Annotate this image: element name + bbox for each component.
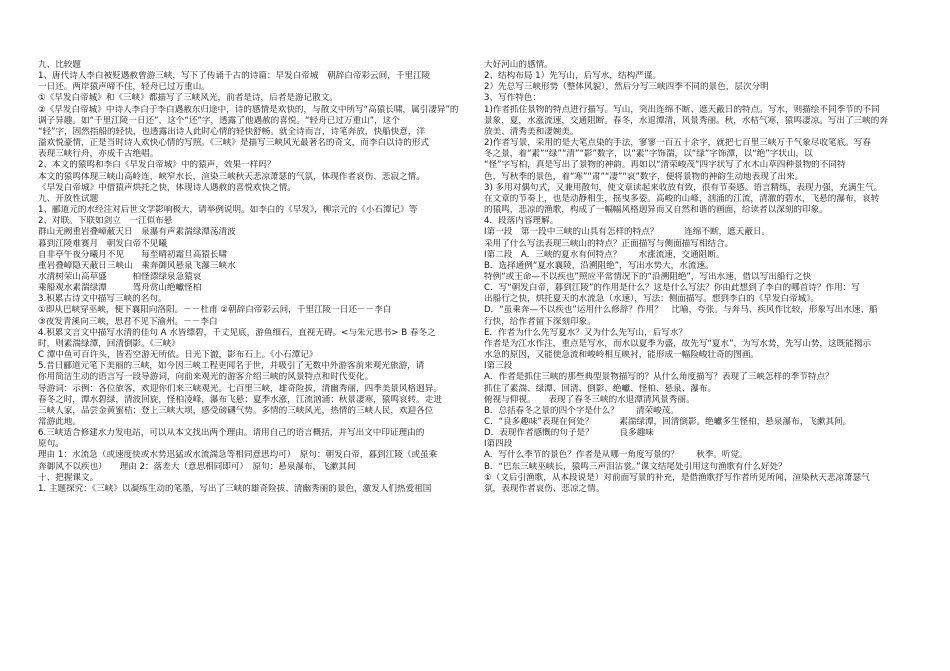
text-line: 氛，表现作者哀伤、悲凉之情。 — [484, 483, 605, 494]
text-line: 重岩叠嶂隐天蔽日三峡山 乘奔御风悬泉飞瀑三峡水 — [38, 260, 236, 271]
text-line: 自非亭午夜分曦月不见 每至晴初霜旦高猿长啸 — [38, 249, 228, 260]
text-line: 5.昔日郦道元笔下美丽的三峡，如今因三峡工程更闻名于世，并吸引了无数中外游客前来观光旅游，请 — [38, 361, 425, 372]
text-line: A．写什么季节的景色？作者是从哪一角度写景的？ 秋季。听觉。 — [484, 450, 748, 461]
text-line: ③夜发青溪向三峡，思君不见下渝州。－－李白 — [38, 316, 218, 327]
text-line: Ⅰ第三段 — [484, 361, 513, 372]
text-line: C．写“朝发白帝，暮到江陵”的作用是什么？这是什么写法？你由此想到了李白的哪首诗？作用：写 — [484, 283, 860, 294]
text-line: “怪”字写柏，真是写出了景物的神韵。再如以“清荣峻茂”四字状写了水木山草四种景物的不同特 — [484, 160, 846, 171]
text-line: 表现三峡行舟，亦成千古绝唱。 — [38, 149, 159, 160]
text-line: 3.积累古诗文中描写三峡的名句。 — [38, 294, 167, 305]
text-line: 本文的猿鸣体现三峡山高岭连，峡窄水长，渲染三峡秋天悲凉萧瑟的气氛，体现作者哀伤、悲寂之情。 — [38, 171, 425, 182]
text-line: 三峡人家，品尝金黄蜜桔；登上三峡大坝，感受磅礴气势。多情的三峡风光，热情的三峡人民，欢迎各位 — [38, 405, 434, 416]
text-line: 6.三峡适合修建水力发电站，可以从本文找出两个理由。请用自己的语言概括，并写出文中印证理由的 — [38, 428, 425, 439]
text-line: C．“良多趣味”表现在何处？ 素湍绿潭，回清倒影。绝巘多生怪柏，悬泉瀑布，飞漱其间。 — [484, 417, 852, 427]
text-line: 3、写作特色： — [484, 93, 542, 104]
text-line: B．选择通例“夏水襄陵，沿溯阻绝”，写出水势大，水流速。 — [484, 260, 714, 271]
text-line: 调子异趣。如“千里江陵一日还”，这个“还”字，透露了他遇赦的喜悦。“轻舟已过万重山”，这个 — [38, 115, 400, 126]
text-line: ①即从巴峡穿巫峡，便下襄阳向洛阳。－－杜甫 ②朝辞白帝彩云间，千里江陵一日还－－李白 — [38, 305, 392, 316]
text-line: 在文章的节奏上，也是动静相生，摇曳多姿。高峻的山峰，汹涌的江流，清澈的碧水，飞悬的瀑布，哀转 — [484, 193, 880, 204]
text-line: B．总括春冬之景的四个字是什么？ 清荣峻茂。 — [484, 405, 679, 416]
text-line: 1、唐代诗人李白被贬遇赦曾游三峡，写下了传诵千古的诗篇：早发白帝城 朝辞白帝彩云间，千里江陵 — [38, 71, 431, 82]
text-line: D．表现作者感慨的句子是？ 良多趣味 — [484, 428, 654, 439]
text-line: 2)作者写景，采用的是大笔点染的手法，寥寥一百五十余字，就把七百里三峡万千气象尽收笔底。写春 — [484, 138, 871, 149]
text-line: Ⅰ第二段 A．三峡的夏水有何特点？ 水涨流速，交通阻断。 — [484, 249, 725, 260]
text-line: 理由 1：水流急（或速度快或水势迅猛或水流湍急等相同意思均可） 原句：朝发白帝，暮到江陵（或虽乘 — [38, 450, 438, 461]
text-line: 《早发白帝城》中借猿声烘托之快，体现诗人遇赦的喜悦欢快之情。 — [38, 182, 296, 193]
right-column — [484, 60, 914, 495]
text-line: 2、结构布局 1）先写山，后写水，结构严谨。 — [484, 71, 661, 82]
text-line: C 潭中鱼可百许头，皆若空游无所依。日光下澈，影布石上。《小石潭记》 — [38, 350, 318, 361]
text-line: Ⅰ第四段 — [484, 439, 513, 450]
text-line: 暮到江陵难赛月 朝发白帝不见曦 — [38, 238, 167, 249]
text-line: 导游词：示例：各位旅客，欢迎你们来三峡观光。七百里三峡，雄奇险拔，清幽秀丽，四季美景风格迥异。 — [38, 383, 442, 394]
text-line: 的猿鸣，悲凉的渔歌，构成了一幅幅风格迥异而又自然和谐的画面，给读者以深刻的印象。 — [484, 205, 828, 216]
text-line: 行快，给作者留下深刻印象。 — [484, 316, 596, 327]
text-line: 十、把握课文。 — [38, 472, 99, 483]
text-line: ①（文后引渔歌，从本段说是）对前面写景的补充，是借渔歌抒写作者所见所闻，渲染秋天悲凉萧瑟气 — [484, 472, 870, 483]
text-line: 1. 主题探究：《三峡》以凝练生动的笔墨，写出了三峡的雄奇险拔、清幽秀丽的景色，激发人们热爱祖国 — [38, 483, 432, 494]
left-column — [38, 60, 470, 495]
text-line: 时，则素湍绿潭，回清倒影。《三峡》 — [38, 338, 180, 349]
text-line: 特例“或王命—不以疾也”照应平常情况下的“沿溯阻绝”，写出水速，借以写出船行之快 — [484, 271, 812, 282]
text-line: 春冬之时，潭水碧绿，清波回旋，怪柏凌峰，瀑布飞悬；夏季水涨，江流汹涌；秋景凄寒，猿鸣哀转。走进 — [38, 394, 442, 405]
text-line: 乘船观水素湍绿潭 驾舟赏山绝巘怪柏 — [38, 283, 202, 294]
text-line: 4.积累文言文中描写水清的佳句 A 水皆缥碧，千丈见底，游鱼细石，直视无碍。<与朱元思书> B 春冬之 — [38, 327, 436, 338]
text-line: 九、比较题 — [38, 60, 81, 70]
text-line: ①《早发白帝城》和《三峡》都描写了三峡风光，前者是诗，后者是游记散文。 — [38, 93, 338, 104]
text-line: D．“虽乘奔—不以疾也”运用什么修辞？作用？ 比喻，夸张。与奔马、疾风作比较，形象写出水速、船 — [484, 305, 878, 316]
text-line: “轻”字，固然指船的轻快，也透露出诗人此时心情的轻快舒畅。就全诗而言，诗笔奔放，快船快意，洋 — [38, 126, 426, 137]
text-line: 溢欢悦豪情，正是当时诗人欢快心情的写照。《三峡》是描写三峡风光最著名的奇文，而李白以诗的形式 — [38, 138, 430, 149]
text-line: 九、开放性试题 — [38, 193, 99, 204]
text-line: 冬之景，着“素”“绿”“清”“影”数字，以“素”字饰湍，以“绿”字饰潭，以“绝”字状山，以 — [484, 149, 813, 160]
text-line: A．作者是抓住三峡的那些典型景物描写的？从什么角度描写？表现了三峡怎样的季节特点？ — [484, 372, 834, 383]
text-line: 色，写秋季的景色，着“寒”“肃”“凄”“哀”数字，便将景物的神韵生动地表现了出来。 — [484, 171, 804, 182]
text-line: 1、郦道元的水经注对后世文学影响极大，请举例说明。如李白的《早发》，柳宗元的《小石潭记》等 — [38, 205, 418, 216]
text-line: 作者是为江水作注，重点是写水，而水以夏季为盛，故先写“夏水”，为写水势，先写山势，这既能揭示 — [484, 338, 872, 349]
text-line: 放美、清秀美和凄婉美。 — [484, 126, 579, 137]
text-line: 2、对联。下联如剑立 一江似布悬 — [38, 216, 173, 227]
text-line: ②《早发白帝城》中诗人李白于李白遇赦东归途中，诗的感情是欢快的，与散文中所写“高猿长啸，属引凄异”的 — [38, 104, 459, 115]
text-line: 群山无阙重岩叠嶂蔽天日 泉瀑有声素湍绿潭荡清波 — [38, 227, 236, 238]
text-line: 采用了什么写法表现三峡山的特点？正面描写与侧面描写相结合。 — [484, 238, 734, 249]
text-line: 奔御风不以疾也） 理由 2：落差大（意思相同即可） 原句：悬泉瀑布，飞漱其间 — [38, 461, 356, 472]
text-line: 大好河山的感情。 — [484, 60, 553, 70]
text-line: Ⅰ第一段 第一段中三峡的山具有怎样的特点？ 连绵不断，遮天蔽日。 — [484, 227, 771, 238]
text-line: 抓住了素湍、绿潭、回清、倒影、绝巘、怪柏、悬泉、瀑布。 — [484, 383, 717, 394]
text-line: 4．段落内容理解。 — [484, 216, 559, 227]
text-line: 原句。 — [38, 439, 64, 450]
text-line: 水急的原因，又能使急流和峻岭相互映衬，能形成一幅险峻壮奇的图画。 — [484, 350, 760, 361]
text-line: 2、本文的猿鸣和李白《早发白帝城》中的猿声，效果一样吗？ — [38, 160, 276, 171]
text-line: 景象，夏，水涨流速，交通阻断。春冬，水退潭清，风景秀丽。秋，水枯气寒，猿鸣凄凉。写出了三峡的奔 — [484, 115, 888, 126]
text-line: 1)作者抓住景物的特点进行描写。写山，突出连绵不断、遮天蔽日的特点。写水，则描绘不同季节的不同 — [484, 104, 880, 115]
text-line: E．作者为什么先写夏水？又为什么先写山，后写水？ — [484, 327, 688, 338]
text-line: B．“巴东三峡巫峡长，猿鸣三声泪沾裳。”课文结尾处引用这句渔歌有什么好处？ — [484, 461, 787, 472]
text-line: 俯视与仰视。 表现了春冬三峡的水退潭清风景秀丽。 — [484, 394, 695, 405]
text-line: 一日还。两岸猿声啼不住，轻舟已过万重山。 — [38, 82, 210, 93]
text-line: 你用简洁生动的语言写一段导游词，向前来观光的游客介绍三峡的风景特点和时代变化。 — [38, 372, 374, 383]
text-line: 2）先总写三峡形势（整体风貌），然后分写三峡四季不同的景色，层次分明 — [484, 82, 769, 93]
text-line: 水清树荣山高草盛 柏怪漂绿泉急猿哀 — [38, 271, 202, 282]
text-line: 常游此地。 — [38, 417, 81, 427]
text-line: 出船行之快，烘托夏天的水流急（水速），写法：侧面描写。想到李白的《早发白帝城》。 — [484, 294, 820, 305]
text-line: 3) 多用对偶句式，又兼用散句，使文章读起来收放有致，很有节奏感。语言精练，表现力强，充满生气。 — [484, 182, 883, 193]
